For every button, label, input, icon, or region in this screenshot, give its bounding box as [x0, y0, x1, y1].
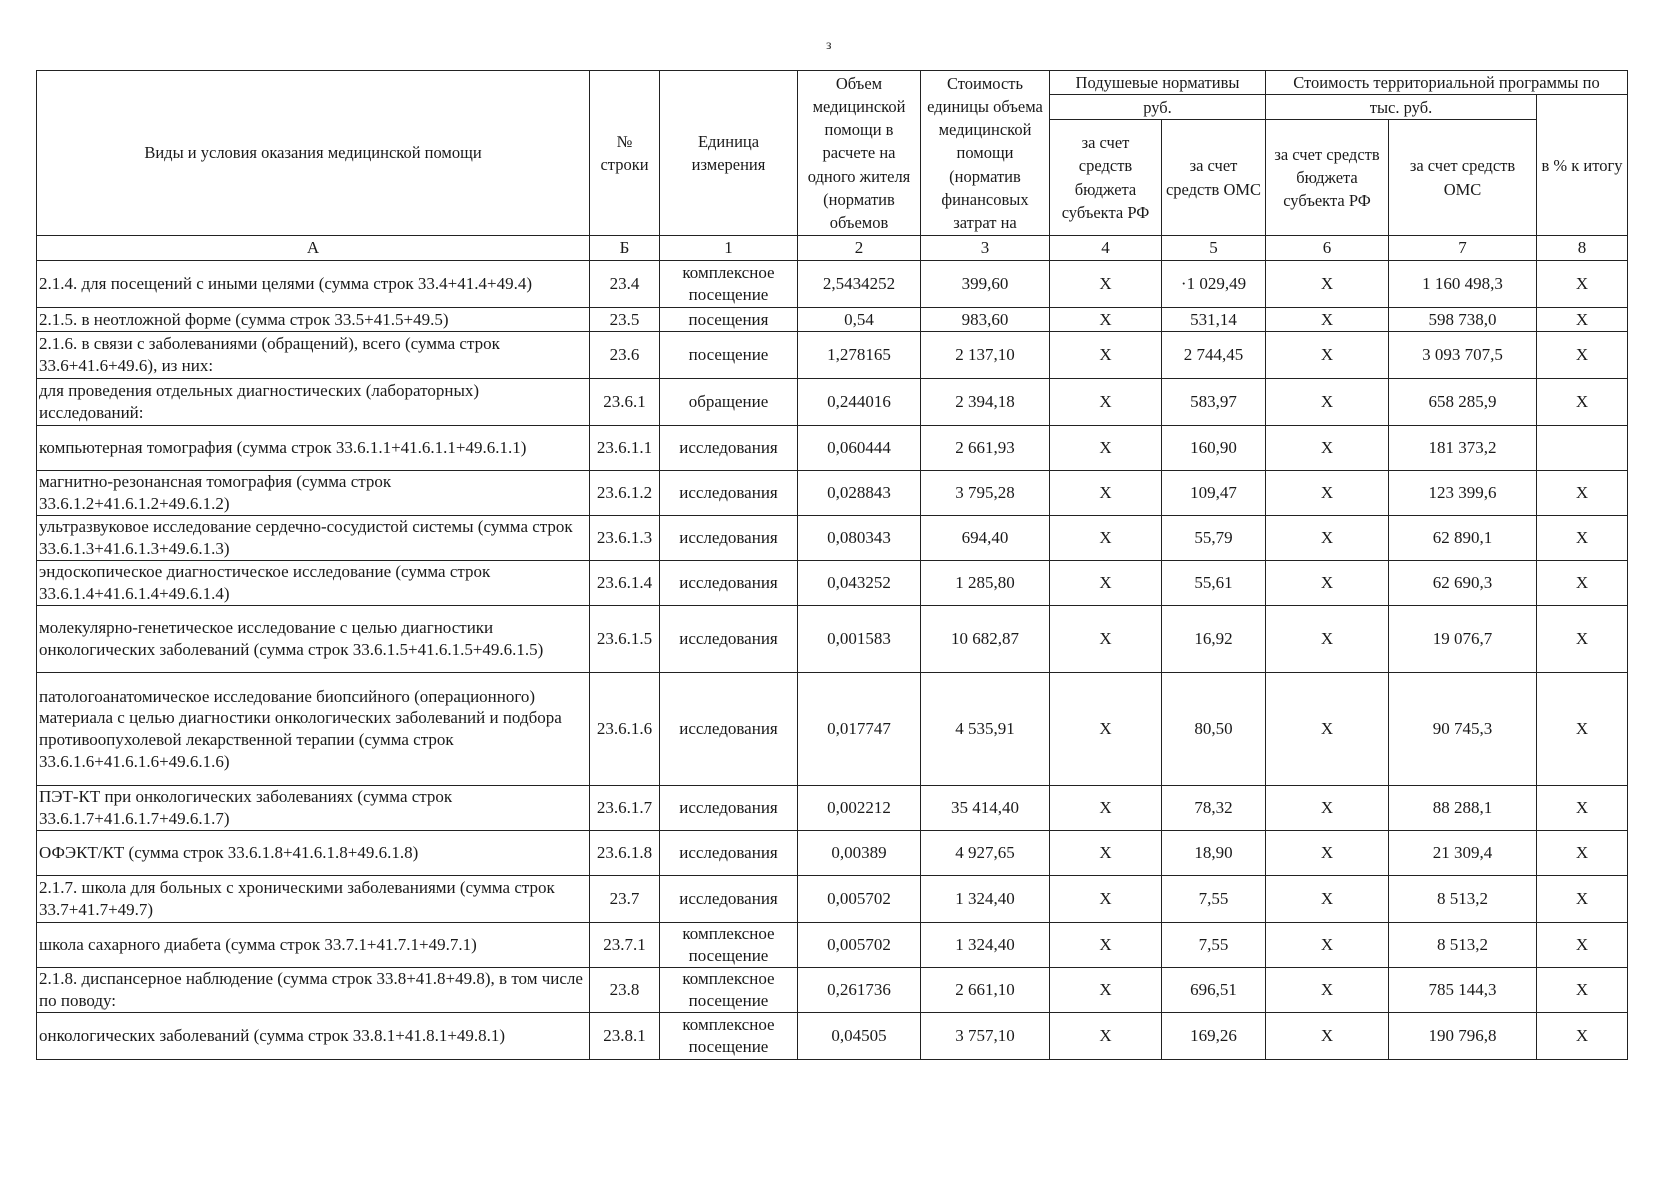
row-number: 23.6.1.8 [590, 831, 660, 876]
table-row [37, 673, 1628, 786]
table-row [37, 471, 1628, 516]
table-row [37, 606, 1628, 673]
row-unit-cost: 1 324,40 [921, 923, 1050, 968]
row-number: 23.6.1.5 [590, 606, 660, 673]
row-unit: исследования [660, 471, 798, 516]
row-unit-cost: 983,60 [921, 308, 1050, 332]
row-per-capita-budget: X [1050, 561, 1162, 606]
row-percent-of-total: X [1537, 673, 1628, 786]
row-unit: посещение [660, 332, 798, 379]
table-row [37, 426, 1628, 471]
header-cost-budget: за счет средств бюджета субъекта РФ [1266, 120, 1389, 236]
row-volume: 0,005702 [798, 876, 921, 923]
row-percent-of-total: X [1537, 786, 1628, 831]
row-unit-cost: 3 795,28 [921, 471, 1050, 516]
row-description: 2.1.7. школа для больных с хроническими заболеваниями (сумма строк 33.7+41.7+49.7) [37, 876, 590, 923]
header-program-cost: Стоимость территориальной программы по [1266, 71, 1628, 95]
row-description: молекулярно-генетическое исследование с целью диагностики онкологических заболеваний (сумма строк 33.6.1.5+41.6.1.5+49.6.1.5) [37, 606, 590, 673]
row-unit: исследования [660, 876, 798, 923]
column-number: 8 [1537, 236, 1628, 261]
row-percent-of-total: X [1537, 923, 1628, 968]
row-percent-of-total: X [1537, 308, 1628, 332]
row-unit-cost: 35 414,40 [921, 786, 1050, 831]
row-percent-of-total: X [1537, 1013, 1628, 1060]
medical-care-table-container [36, 70, 1628, 1060]
header-unit-cost [921, 71, 1050, 236]
row-cost-budget: X [1266, 673, 1389, 786]
header-row-number: № строки [590, 71, 660, 236]
row-unit: комплексное посещение [660, 261, 798, 308]
row-description: магнитно-резонансная томография (сумма строк 33.6.1.2+41.6.1.2+49.6.1.2) [37, 471, 590, 516]
row-cost-oms: 21 309,4 [1389, 831, 1537, 876]
column-number: Б [590, 236, 660, 261]
column-number: 4 [1050, 236, 1162, 261]
table-row [37, 876, 1628, 923]
row-number: 23.6.1.2 [590, 471, 660, 516]
row-per-capita-oms: 696,51 [1162, 968, 1266, 1013]
table-row [37, 308, 1628, 332]
row-per-capita-budget: X [1050, 332, 1162, 379]
header-volume-per-capita [798, 71, 921, 236]
row-description: патологоанатомическое исследование биопсийного (операционного) материала с целью диагностики онкологических заболеваний и подбора противоопухолевой лекарственной терапии (сумма строк 33.6.1.6+41.6.1.6+49.6.1.6) [37, 673, 590, 786]
row-percent-of-total: X [1537, 471, 1628, 516]
row-unit: исследования [660, 786, 798, 831]
row-volume: 0,060444 [798, 426, 921, 471]
row-per-capita-budget: X [1050, 261, 1162, 308]
table-row [37, 831, 1628, 876]
row-cost-oms: 598 738,0 [1389, 308, 1537, 332]
row-cost-budget: X [1266, 968, 1389, 1013]
column-number: 1 [660, 236, 798, 261]
header-per-capita-budget: за счет средств бюджета субъекта РФ [1050, 120, 1162, 236]
row-unit-cost: 4 927,65 [921, 831, 1050, 876]
row-cost-budget: X [1266, 379, 1389, 426]
row-cost-budget: X [1266, 606, 1389, 673]
row-unit-cost: 2 137,10 [921, 332, 1050, 379]
table-row [37, 379, 1628, 426]
row-number: 23.6.1.6 [590, 673, 660, 786]
row-cost-oms: 658 285,9 [1389, 379, 1537, 426]
column-number: А [37, 236, 590, 261]
row-cost-oms: 90 745,3 [1389, 673, 1537, 786]
row-volume: 0,001583 [798, 606, 921, 673]
row-description: эндоскопическое диагностическое исследование (сумма строк 33.6.1.4+41.6.1.4+49.6.1.4) [37, 561, 590, 606]
row-volume: 0,005702 [798, 923, 921, 968]
header-volume-text: Объем медицинской помощи в расчете на одного жителя (норматив объемов [807, 74, 911, 232]
row-percent-of-total: X [1537, 876, 1628, 923]
row-volume: 0,028843 [798, 471, 921, 516]
row-percent-of-total: X [1537, 831, 1628, 876]
row-volume: 0,244016 [798, 379, 921, 426]
row-number: 23.8 [590, 968, 660, 1013]
row-number: 23.7.1 [590, 923, 660, 968]
row-cost-oms: 181 373,2 [1389, 426, 1537, 471]
header-per-capita-unit: руб. [1050, 95, 1266, 120]
row-cost-budget: X [1266, 308, 1389, 332]
page-number-mark: з [826, 38, 832, 53]
row-cost-oms: 123 399,6 [1389, 471, 1537, 516]
row-per-capita-budget: X [1050, 673, 1162, 786]
row-unit-cost: 2 661,93 [921, 426, 1050, 471]
table-row [37, 1013, 1628, 1060]
row-unit: комплексное посещение [660, 1013, 798, 1060]
row-per-capita-budget: X [1050, 471, 1162, 516]
row-per-capita-oms: 531,14 [1162, 308, 1266, 332]
row-per-capita-oms: 18,90 [1162, 831, 1266, 876]
table-row [37, 516, 1628, 561]
medical-care-table [36, 70, 1628, 1060]
row-cost-oms: 3 093 707,5 [1389, 332, 1537, 379]
row-description: для проведения отдельных диагностических (лабораторных) исследований: [37, 379, 590, 426]
row-volume: 0,002212 [798, 786, 921, 831]
column-number: 7 [1389, 236, 1537, 261]
row-per-capita-oms: 7,55 [1162, 923, 1266, 968]
row-description: онкологических заболеваний (сумма строк 33.8.1+41.8.1+49.8.1) [37, 1013, 590, 1060]
column-number: 6 [1266, 236, 1389, 261]
row-unit: исследования [660, 426, 798, 471]
row-per-capita-oms: 583,97 [1162, 379, 1266, 426]
row-per-capita-oms: 2 744,45 [1162, 332, 1266, 379]
row-percent-of-total: X [1537, 606, 1628, 673]
row-unit: исследования [660, 673, 798, 786]
row-per-capita-budget: X [1050, 426, 1162, 471]
row-unit-cost: 10 682,87 [921, 606, 1050, 673]
row-unit: комплексное посещение [660, 923, 798, 968]
row-per-capita-budget: X [1050, 876, 1162, 923]
row-per-capita-budget: X [1050, 923, 1162, 968]
row-description: 2.1.5. в неотложной форме (сумма строк 33.5+41.5+49.5) [37, 308, 590, 332]
row-unit-cost: 399,60 [921, 261, 1050, 308]
row-description: 2.1.4. для посещений с иными целями (сумма строк 33.4+41.4+49.4) [37, 261, 590, 308]
row-per-capita-budget: X [1050, 516, 1162, 561]
row-cost-oms: 8 513,2 [1389, 876, 1537, 923]
header-percent-of-total: в % к итогу [1537, 95, 1628, 236]
row-volume: 0,080343 [798, 516, 921, 561]
row-description: школа сахарного диабета (сумма строк 33.7.1+41.7.1+49.7.1) [37, 923, 590, 968]
row-number: 23.5 [590, 308, 660, 332]
row-percent-of-total: X [1537, 332, 1628, 379]
row-percent-of-total: X [1537, 561, 1628, 606]
row-cost-oms: 8 513,2 [1389, 923, 1537, 968]
row-per-capita-oms: 109,47 [1162, 471, 1266, 516]
row-cost-budget: X [1266, 831, 1389, 876]
row-cost-budget: X [1266, 786, 1389, 831]
row-unit: комплексное посещение [660, 968, 798, 1013]
row-unit-cost: 694,40 [921, 516, 1050, 561]
row-cost-budget: X [1266, 561, 1389, 606]
row-number: 23.4 [590, 261, 660, 308]
row-unit: исследования [660, 561, 798, 606]
table-row [37, 332, 1628, 379]
row-percent-of-total: X [1537, 516, 1628, 561]
row-number: 23.8.1 [590, 1013, 660, 1060]
row-per-capita-oms: 55,61 [1162, 561, 1266, 606]
row-cost-budget: X [1266, 332, 1389, 379]
column-number-row [37, 236, 1628, 261]
row-cost-oms: 785 144,3 [1389, 968, 1537, 1013]
row-cost-oms: 1 160 498,3 [1389, 261, 1537, 308]
row-per-capita-budget: X [1050, 379, 1162, 426]
row-cost-oms: 62 890,1 [1389, 516, 1537, 561]
row-volume: 1,278165 [798, 332, 921, 379]
header-unit: Единица измерения [660, 71, 798, 236]
row-per-capita-oms: 160,90 [1162, 426, 1266, 471]
row-per-capita-budget: X [1050, 1013, 1162, 1060]
row-unit-cost: 4 535,91 [921, 673, 1050, 786]
header-per-capita-norms: Подушевые нормативы [1050, 71, 1266, 95]
row-description: ультразвуковое исследование сердечно-сосудистой системы (сумма строк 33.6.1.3+41.6.1.3+49.6.1.3) [37, 516, 590, 561]
row-per-capita-oms: 16,92 [1162, 606, 1266, 673]
row-volume: 0,261736 [798, 968, 921, 1013]
row-cost-oms: 88 288,1 [1389, 786, 1537, 831]
row-volume: 2,5434252 [798, 261, 921, 308]
row-number: 23.6.1.1 [590, 426, 660, 471]
row-cost-budget: X [1266, 1013, 1389, 1060]
table-row [37, 786, 1628, 831]
row-percent-of-total [1537, 426, 1628, 471]
row-unit: посещения [660, 308, 798, 332]
row-per-capita-budget: X [1050, 968, 1162, 1013]
row-description: 2.1.6. в связи с заболеваниями (обращений), всего (сумма строк 33.6+41.6+49.6), из них: [37, 332, 590, 379]
row-number: 23.6.1.3 [590, 516, 660, 561]
table-row [37, 261, 1628, 308]
row-unit-cost: 1 285,80 [921, 561, 1050, 606]
row-unit: обращение [660, 379, 798, 426]
header-program-cost-unit: тыс. руб. [1266, 95, 1537, 120]
row-per-capita-oms: ·1 029,49 [1162, 261, 1266, 308]
row-description: 2.1.8. диспансерное наблюдение (сумма строк 33.8+41.8+49.8), в том числе по поводу: [37, 968, 590, 1013]
row-volume: 0,017747 [798, 673, 921, 786]
table-row [37, 561, 1628, 606]
row-per-capita-budget: X [1050, 831, 1162, 876]
row-cost-budget: X [1266, 516, 1389, 561]
table-row [37, 968, 1628, 1013]
row-unit-cost: 3 757,10 [921, 1013, 1050, 1060]
row-unit-cost: 2 394,18 [921, 379, 1050, 426]
header-cost-oms: за счет средств ОМС [1389, 120, 1537, 236]
row-number: 23.6.1.7 [590, 786, 660, 831]
row-cost-budget: X [1266, 923, 1389, 968]
row-unit-cost: 1 324,40 [921, 876, 1050, 923]
row-number: 23.6.1.4 [590, 561, 660, 606]
column-number: 3 [921, 236, 1050, 261]
header-per-capita-oms: за счет средств ОМС [1162, 120, 1266, 236]
row-unit: исследования [660, 516, 798, 561]
row-per-capita-oms: 55,79 [1162, 516, 1266, 561]
header-types-of-care: Виды и условия оказания медицинской помощи [37, 71, 590, 236]
row-per-capita-oms: 80,50 [1162, 673, 1266, 786]
row-volume: 0,00389 [798, 831, 921, 876]
row-volume: 0,54 [798, 308, 921, 332]
row-cost-budget: X [1266, 876, 1389, 923]
row-per-capita-oms: 169,26 [1162, 1013, 1266, 1060]
row-volume: 0,043252 [798, 561, 921, 606]
row-unit-cost: 2 661,10 [921, 968, 1050, 1013]
row-percent-of-total: X [1537, 379, 1628, 426]
row-unit: исследования [660, 606, 798, 673]
row-description: компьютерная томография (сумма строк 33.6.1.1+41.6.1.1+49.6.1.1) [37, 426, 590, 471]
row-per-capita-oms: 78,32 [1162, 786, 1266, 831]
row-description: ПЭТ-КТ при онкологических заболеваниях (сумма строк 33.6.1.7+41.6.1.7+49.6.1.7) [37, 786, 590, 831]
row-per-capita-oms: 7,55 [1162, 876, 1266, 923]
row-description: ОФЭКТ/КТ (сумма строк 33.6.1.8+41.6.1.8+49.6.1.8) [37, 831, 590, 876]
row-cost-budget: X [1266, 426, 1389, 471]
row-number: 23.6.1 [590, 379, 660, 426]
row-percent-of-total: X [1537, 968, 1628, 1013]
header-unit-cost-text: Стоимость единицы объема медицинской помощи (норматив финансовых затрат на [927, 74, 1043, 232]
row-percent-of-total: X [1537, 261, 1628, 308]
table-row [37, 923, 1628, 968]
row-cost-budget: X [1266, 261, 1389, 308]
row-unit: исследования [660, 831, 798, 876]
row-number: 23.6 [590, 332, 660, 379]
row-cost-oms: 19 076,7 [1389, 606, 1537, 673]
row-per-capita-budget: X [1050, 786, 1162, 831]
row-volume: 0,04505 [798, 1013, 921, 1060]
table-body [37, 236, 1628, 1060]
column-number: 2 [798, 236, 921, 261]
row-per-capita-budget: X [1050, 606, 1162, 673]
column-number: 5 [1162, 236, 1266, 261]
row-number: 23.7 [590, 876, 660, 923]
row-cost-oms: 62 690,3 [1389, 561, 1537, 606]
row-per-capita-budget: X [1050, 308, 1162, 332]
row-cost-budget: X [1266, 471, 1389, 516]
row-cost-oms: 190 796,8 [1389, 1013, 1537, 1060]
